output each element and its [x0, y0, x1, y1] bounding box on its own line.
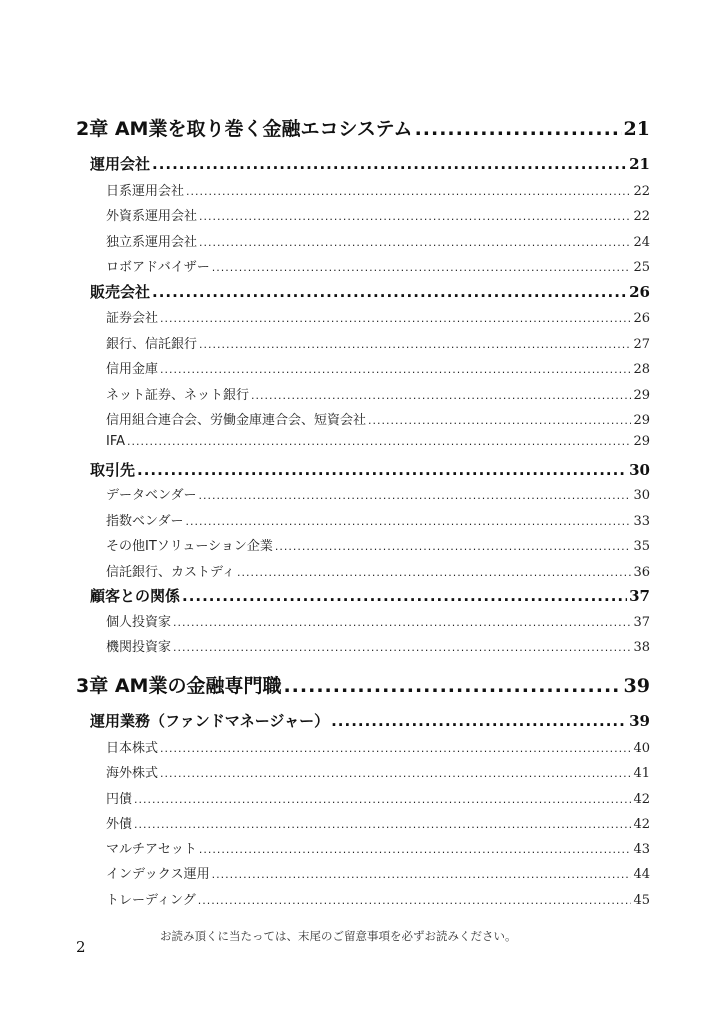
toc-section[interactable]: [90, 585, 650, 606]
toc-entry-page: 29: [633, 413, 650, 428]
toc-item[interactable]: [106, 307, 650, 326]
toc-entry-title: 信用組合連合会、労働金庫連合会、短資会社: [106, 413, 367, 428]
dot-leader: [368, 414, 631, 427]
dot-leader: [415, 118, 622, 140]
toc-entry-page: 25: [633, 260, 650, 275]
dot-leader: [199, 210, 631, 223]
toc-entry-title: インデックス運用: [106, 867, 210, 882]
toc-entry-title: 信託銀行、カストディ: [106, 565, 235, 580]
toc-entry-page: 22: [633, 184, 650, 199]
toc-section[interactable]: [90, 281, 650, 302]
toc-item[interactable]: [106, 231, 650, 250]
toc-entry-page: 28: [633, 362, 650, 377]
toc-entry-title: 2章 AM業を取り巻く金融エコシステム: [76, 118, 413, 140]
toc-entry-page: 24: [633, 235, 650, 250]
toc-entry-title: 取引先: [90, 461, 136, 479]
toc-entry-page: 35: [633, 539, 650, 554]
toc-entry-page: 39: [623, 675, 650, 697]
dot-leader: [134, 793, 631, 806]
toc-entry-title: 証券会社: [106, 311, 159, 326]
toc-item[interactable]: [106, 384, 650, 403]
dot-leader: [212, 868, 632, 881]
toc-item[interactable]: [106, 788, 650, 807]
toc-entry-title: 指数ベンダー: [106, 514, 184, 529]
toc-entry-page: 37: [629, 587, 650, 605]
toc-entry-page: 27: [633, 337, 650, 352]
toc-item[interactable]: [106, 535, 650, 554]
toc-item[interactable]: [106, 813, 650, 832]
toc-entry-page: 41: [633, 766, 650, 781]
toc-entry-title: 銀行、信託銀行: [106, 337, 198, 352]
toc-entry-page: 42: [633, 817, 650, 832]
dot-leader: [198, 489, 631, 502]
toc-entry-title: 日系運用会社: [106, 184, 185, 199]
dot-leader: [186, 185, 631, 198]
dot-leader: [251, 389, 631, 402]
toc-entry-page: 45: [633, 893, 650, 908]
toc-entry-title: ネット証券、ネット銀行: [106, 388, 250, 403]
toc-entry-page: 40: [633, 741, 650, 756]
toc-chapter[interactable]: [76, 671, 650, 698]
toc-entry-page: 30: [633, 488, 650, 503]
toc-item[interactable]: [106, 434, 650, 449]
dot-leader: [160, 363, 631, 376]
toc-entry-page: 22: [633, 209, 650, 224]
toc-entry-title: 海外株式: [106, 766, 159, 781]
dot-leader: [283, 675, 621, 697]
page-number: 2: [76, 938, 86, 956]
dot-leader: [160, 742, 631, 755]
toc-entry-title: 販売会社: [90, 283, 151, 301]
toc-entry-title: IFA: [106, 434, 126, 449]
toc-entry-title: 顧客との関係: [90, 587, 181, 605]
toc-entry-title: データベンダー: [106, 488, 197, 503]
toc-entry-title: 機関投資家: [106, 640, 172, 655]
toc-entry-page: 30: [629, 461, 650, 479]
toc-entry-page: 43: [633, 842, 650, 857]
toc-entry-page: 33: [633, 514, 650, 529]
dot-leader: [173, 641, 631, 654]
toc-entry-page: 42: [633, 792, 650, 807]
toc-entry-title: 運用会社: [90, 155, 151, 173]
dot-leader: [199, 843, 632, 856]
toc-entry-title: ロボアドバイザー: [106, 260, 210, 275]
dot-leader: [137, 461, 627, 479]
dot-leader: [331, 712, 627, 730]
toc-entry-page: 26: [633, 311, 650, 326]
toc-entry-title: 運用業務（ファンドマネージャー）: [90, 712, 330, 730]
toc-entry-page: 38: [633, 640, 650, 655]
dot-leader: [160, 312, 631, 325]
toc-item[interactable]: [106, 333, 650, 352]
toc-item[interactable]: [106, 256, 650, 275]
toc-entry-title: 信用金庫: [106, 362, 159, 377]
toc-chapter[interactable]: [76, 114, 650, 141]
dot-leader: [160, 767, 631, 780]
toc-entry-title: 日本株式: [106, 741, 159, 756]
toc-entry-title: 円債: [106, 792, 133, 807]
dot-leader: [185, 515, 631, 528]
toc-item[interactable]: [106, 737, 650, 756]
dot-leader: [275, 540, 632, 553]
toc-item[interactable]: [106, 838, 650, 857]
toc-entry-title: 外債: [106, 817, 133, 832]
toc-entry-page: 29: [633, 388, 650, 403]
dot-leader: [182, 587, 627, 605]
dot-leader: [152, 155, 627, 173]
toc-item[interactable]: [106, 205, 650, 224]
toc-entry-title: 外資系運用会社: [106, 209, 198, 224]
toc-item[interactable]: [106, 863, 650, 882]
toc-entry-page: 21: [623, 118, 650, 140]
toc-item[interactable]: [106, 358, 650, 377]
toc-item[interactable]: [106, 484, 650, 503]
dot-leader: [134, 818, 631, 831]
toc-item[interactable]: [106, 636, 650, 655]
dot-leader: [237, 566, 631, 579]
footer-note: お読み頂くに当たっては、末尾のご留意事項を必ずお読みください。: [160, 929, 517, 943]
dot-leader: [199, 236, 631, 249]
toc-section[interactable]: [90, 459, 650, 480]
toc-entry-title: 独立系運用会社: [106, 235, 198, 250]
dot-leader: [198, 894, 632, 907]
toc-entry-title: 個人投資家: [106, 615, 172, 630]
toc-entry-title: トレーディング: [106, 893, 196, 908]
toc-item[interactable]: [106, 611, 650, 630]
toc-entry-page: 26: [629, 283, 650, 301]
toc-item[interactable]: [106, 510, 650, 529]
toc-entry-title: 3章 AM業の金融専門職: [76, 675, 282, 697]
toc-entry-title: その他ITソリューション企業: [106, 539, 273, 554]
dot-leader: [199, 338, 631, 351]
toc-section[interactable]: [90, 710, 650, 731]
toc-entry-page: 37: [633, 615, 650, 630]
toc-entry-page: 44: [633, 867, 650, 882]
toc-item[interactable]: [106, 180, 650, 199]
dot-leader: [127, 435, 631, 448]
toc-item[interactable]: [106, 889, 650, 908]
toc-entry-page: 36: [633, 565, 650, 580]
dot-leader: [173, 616, 631, 629]
dot-leader: [152, 283, 627, 301]
toc-section[interactable]: [90, 153, 650, 174]
toc-entry-page: 21: [629, 155, 650, 173]
toc-item[interactable]: [106, 409, 650, 428]
toc-entry-page: 29: [633, 434, 650, 449]
toc-entry-page: 39: [629, 712, 650, 730]
dot-leader: [212, 261, 632, 274]
toc-item[interactable]: [106, 762, 650, 781]
toc-item[interactable]: [106, 561, 650, 580]
toc-entry-title: マルチアセット: [106, 842, 197, 857]
